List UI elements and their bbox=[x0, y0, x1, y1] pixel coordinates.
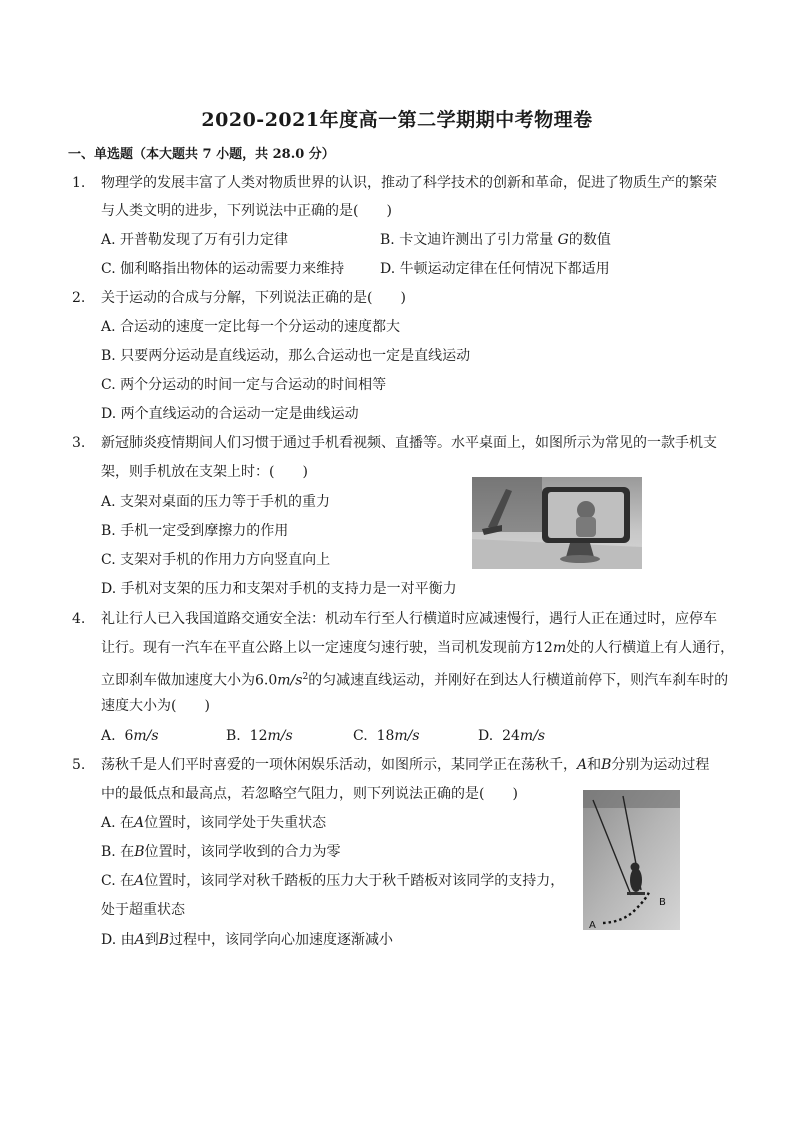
question-number: 1. bbox=[72, 175, 86, 191]
question-number: 4. bbox=[72, 611, 86, 627]
option-a: A. 支架对桌面的压力等于手机的重力 bbox=[101, 494, 331, 510]
option-a: A. 合运动的速度一定比每一个分运动的速度都大 bbox=[101, 319, 401, 335]
question-number: 2. bbox=[72, 290, 86, 306]
option-c-continued: 处于超重状态 bbox=[101, 902, 185, 918]
option-b: B. 12m/s bbox=[226, 728, 293, 744]
question-text: 立即刹车做加速度大小为$6.0m/s^2$的匀减速直线运动，并刚好在到达人行横道前停下，则汽车刹车时的 bbox=[101, 672, 729, 689]
question-text: 速度大小为( ) bbox=[101, 698, 210, 714]
option-b: B. 卡文迪许测出了引力常量 G的数值 bbox=[380, 232, 611, 248]
option-d: D. 由A到B过程中，该同学向心加速度逐渐减小 bbox=[101, 932, 394, 948]
option-d: D. 两个直线运动的合运动一定是曲线运动 bbox=[101, 406, 359, 422]
question-number: 5. bbox=[72, 757, 86, 773]
question-text: 关于运动的合成与分解，下列说法正确的是( ) bbox=[101, 290, 406, 306]
option-c: C. 在A位置时，该同学对秋千踏板的压力大于秋千踏板对该同学的支持力， bbox=[101, 873, 565, 889]
point-a-label: A bbox=[589, 920, 596, 930]
question-text: 与人类文明的进步，下列说法中正确的是( ) bbox=[101, 203, 392, 219]
option-d: D. 24m/s bbox=[478, 728, 546, 744]
phone-stand-image bbox=[472, 477, 642, 569]
swing-photo bbox=[583, 790, 680, 930]
question-text: 中的最低点和最高点，若忽略空气阻力，则下列说法正确的是( ) bbox=[101, 786, 518, 802]
option-b: B. 在B位置时，该同学收到的合力为零 bbox=[101, 844, 341, 860]
option-c: C. 伽利略指出物体的运动需要力来维持 bbox=[101, 261, 345, 277]
question-text: 礼让行人已入我国道路交通安全法：机动车行至人行横道时应减速慢行，遇行人正在通过时，应停车 bbox=[101, 611, 717, 627]
option-b: B. 手机一定受到摩擦力的作用 bbox=[101, 523, 289, 539]
option-b: B. 只要两分运动是直线运动，那么合运动也一定是直线运动 bbox=[101, 348, 471, 364]
option-d: D. 牛顿运动定律在任何情况下都适用 bbox=[380, 261, 610, 277]
option-c: C. 两个分运动的时间一定与合运动的时间相等 bbox=[101, 377, 387, 393]
question-text: 荡秋千是人们平时喜爱的一项休闲娱乐活动，如图所示，某同学正在荡秋千，A和B分别为运动过程 bbox=[101, 757, 710, 773]
option-d: D. 手机对支架的压力和支架对手机的支持力是一对平衡力 bbox=[101, 581, 457, 597]
section-heading: 一、单选题（本大题共 7 小题，共 28.0 分） bbox=[68, 147, 335, 162]
option-a: A. 6m/s bbox=[101, 728, 159, 744]
option-c: C. 18m/s bbox=[353, 728, 420, 744]
page-title: 2020-2021年度高一第二学期期中考物理卷 bbox=[201, 109, 593, 131]
question-text: 新冠肺炎疫情期间人们习惯于通过手机看视频、直播等。水平桌面上，如图所示为常见的一款手机支 bbox=[101, 435, 717, 451]
question-text: 让行。现有一汽车在平直公路上以一定速度匀速行驶，当司机发现前方12m处的人行横道上有人通行， bbox=[101, 640, 735, 656]
question-text: 架，则手机放在支架上时：( ) bbox=[101, 464, 308, 480]
phone-stand-photo bbox=[472, 477, 642, 569]
option-a: A. 在A位置时，该同学处于失重状态 bbox=[101, 815, 327, 831]
question-text: 物理学的发展丰富了人类对物质世界的认识，推动了科学技术的创新和革命，促进了物质生产的繁荣 bbox=[101, 175, 717, 191]
question-number: 3. bbox=[72, 435, 86, 451]
point-b-label: B bbox=[659, 897, 666, 908]
option-a: A. 开普勒发现了万有引力定律 bbox=[101, 232, 289, 248]
swing-image bbox=[583, 790, 680, 930]
option-c: C. 支架对手机的作用力方向竖直向上 bbox=[101, 552, 331, 568]
